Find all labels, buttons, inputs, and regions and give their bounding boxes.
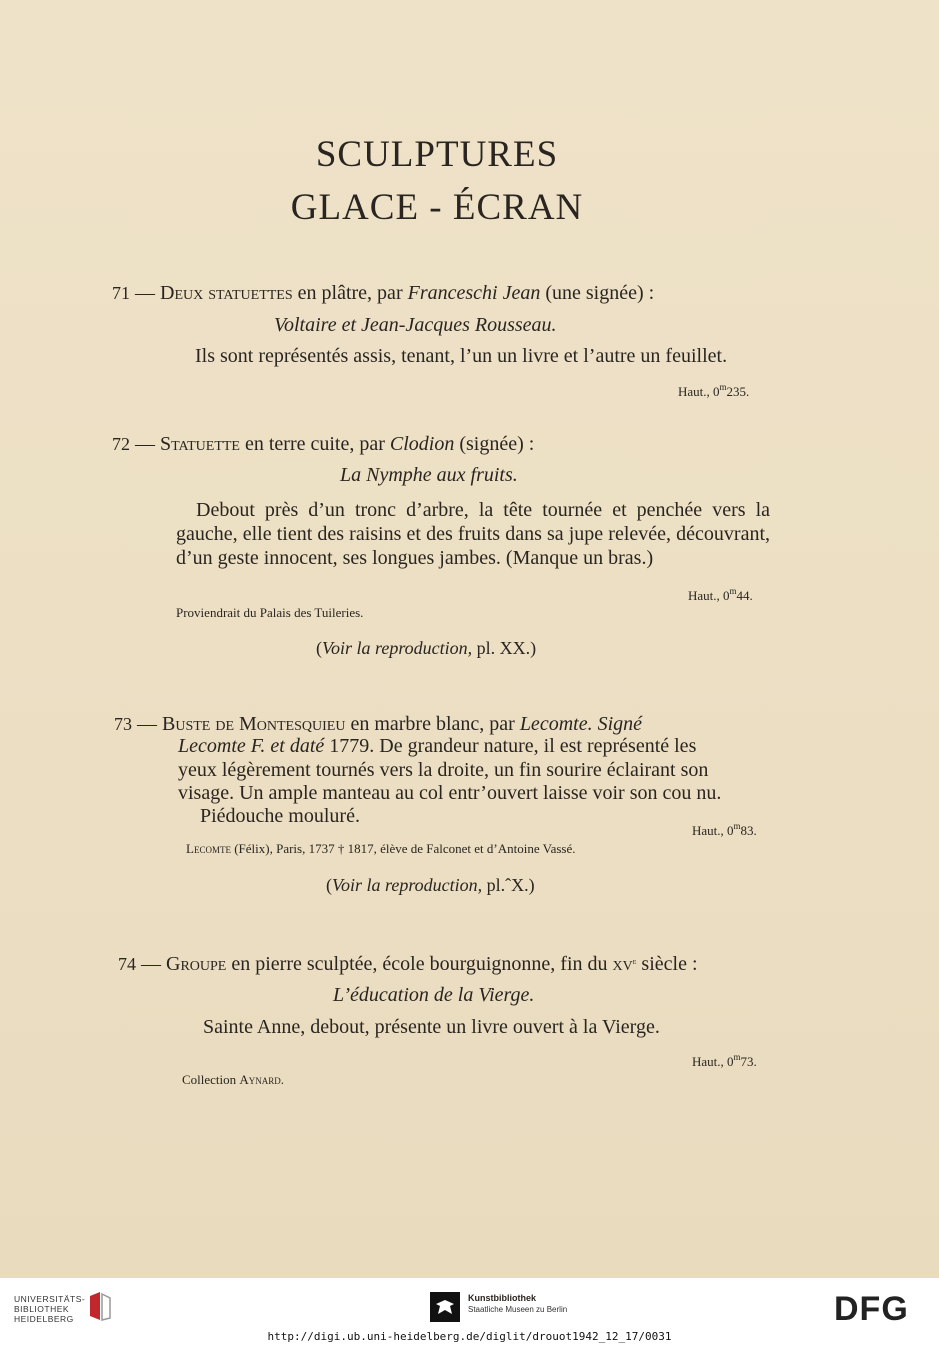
lot-73-dimensions: Haut., 0$^m$83. xyxy=(692,821,757,838)
lot-number: 74 xyxy=(118,954,136,974)
lot-73-line2: Lecomte F. et daté 1779. De grandeur nature, il est représenté les xyxy=(178,735,697,757)
lot-72-dimensions: Haut., 0$^m$44. xyxy=(688,586,753,603)
lot-74-subject: L’éducation de la Vierge. xyxy=(333,984,535,1006)
lot-material: en pierre sculptée, école bourguignonne, fin du xyxy=(231,953,608,975)
dash: — xyxy=(137,713,157,735)
dash: — xyxy=(141,953,161,975)
lot-kind: Statuette xyxy=(160,433,240,455)
lot-artist: Lecomte. Signé xyxy=(519,713,642,735)
lot-72-description: Debout près d’un tronc d’arbre, la tête tournée et penchée vers la gauche, elle tient des raisins et des fruits dans sa jupe relevée, découvrant, d’un geste innocent, ses longues jambes. (Manque un bras.) xyxy=(176,499,770,569)
dash: — xyxy=(135,282,155,304)
eagle-icon xyxy=(430,1292,460,1322)
lot-73-line4: visage. Un ample manteau au col entr’ouvert laisse voir son cou nu. xyxy=(178,782,722,804)
lot-74-heading: 74 — Groupe en pierre sculptée, école bourguignonne, fin du $xv^e$ siècle : xyxy=(118,953,698,975)
lot-74-description: Sainte Anne, debout, présente un livre ouvert à la Vierge. xyxy=(203,1016,660,1038)
lot-note: (une signée) : xyxy=(545,282,655,304)
lot-73-line5: Piédouche mouluré. xyxy=(200,805,360,827)
lot-71-subject: Voltaire et Jean-Jacques Rousseau. xyxy=(274,314,557,336)
heading-glace-ecran: GLACE - ÉCRAN xyxy=(290,187,584,228)
lot-72-subject: La Nymphe aux fruits. xyxy=(340,464,518,486)
lot-71-description: Ils sont représentés assis, tenant, l’un un livre et l’autre un feuillet. xyxy=(195,345,728,367)
ub-heidelberg-emblem-icon xyxy=(86,1290,112,1322)
lot-material: en marbre blanc, par xyxy=(350,713,515,735)
lot-71-heading xyxy=(112,282,654,305)
lot-kind: Deux statuettes xyxy=(160,282,293,304)
dash: — xyxy=(135,433,155,455)
heading-sculptures: SCULPTURES xyxy=(315,134,559,175)
lot-number: 73 xyxy=(114,714,132,734)
lot-artist: Clodion xyxy=(389,433,455,455)
lot-74-collection: Collection Aynard. xyxy=(182,1072,285,1087)
lot-material: en plâtre, par xyxy=(297,282,403,304)
lot-73-line3: yeux légèrement tournés vers la droite, un fin sourire éclairant son xyxy=(178,759,709,781)
lot-74-dimensions: Haut., 0$^m$73. xyxy=(692,1052,757,1069)
lot-material: en terre cuite, par xyxy=(244,433,385,455)
ub-heidelberg-logo-text: UNIVERSITÄTS- BIBLIOTHEK HEIDELBERG xyxy=(14,1294,86,1324)
dfg-logo: DFG xyxy=(834,1290,909,1328)
lot-kind: Buste de Montesquieu xyxy=(162,713,346,735)
lot-number: 72 xyxy=(112,434,130,454)
lot-71-dimensions: Haut., 0$^m$235. xyxy=(678,382,750,399)
page-url[interactable]: http://digi.ub.uni-heidelberg.de/diglit/drouot1942_12_17/0031 xyxy=(267,1330,672,1343)
lot-72-provenance: Proviendrait du Palais des Tuileries. xyxy=(176,605,364,620)
lot-note: (signée) : xyxy=(459,433,535,455)
lot-73-reference: (Voir la reproduction, pl.ˆX.) xyxy=(326,875,535,895)
lot-artist: Franceschi Jean xyxy=(407,282,541,304)
lot-number: 71 xyxy=(112,283,130,303)
lot-72-reference: (Voir la reproduction, pl. XX.) xyxy=(316,638,537,658)
century: $xv^e$ xyxy=(612,953,637,975)
lot-73-biography: Lecomte (Félix), Paris, 1737 † 1817, élève de Falconet et d’Antoine Vassé. xyxy=(186,841,576,856)
lot-72-heading xyxy=(112,433,534,456)
lot-kind: Groupe xyxy=(166,953,227,975)
lot-73-heading xyxy=(114,713,642,736)
